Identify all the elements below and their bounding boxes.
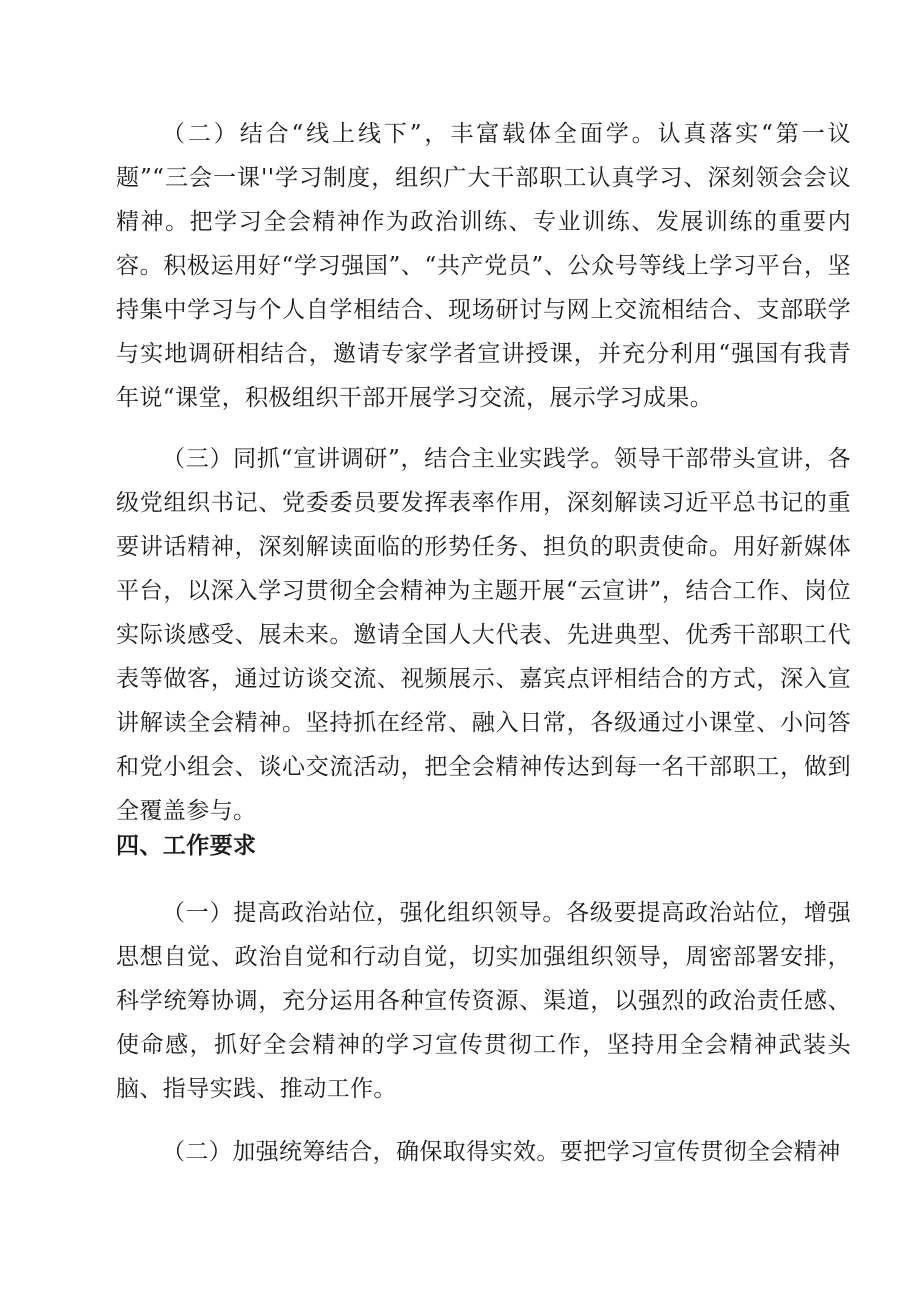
paragraph-coordination: （二）加强统筹结合，确保取得实效。要把学习宣传贯彻全会精神	[162, 1139, 841, 1165]
section-heading-work-requirements: 四、工作要求	[116, 833, 257, 859]
paragraph-propaganda-research: （三）同抓“宣讲调研”，结合主业实践学。领导干部带头宣讲，各级党组织书记、党委委员要发挥表率作用，深刻解读习近平总书记的重要讲话精神，深刻解读面临的形势任务、担负的职责使命。用好新媒体平台，以深入学习贯彻全会精神为主题开展“云宣讲”，结合工作、岗位实际谈感受、展未来。邀请全国人大代表、先进典型、优秀干部职工代表等做客，通过访谈交流、视频展示、嘉宾点评相结合的方式，深入宣讲解读全会精神。坚持抓在经常、融入日常，各级通过小课堂、小问答和党小组会、谈心交流活动，把全会精神传达到每一名干部职工，做到全覆盖参与。	[116, 446, 851, 824]
paragraph-online-offline-study: （二）结合“线上线下”，丰富载体全面学。认真落实“第一议题”“三会一课''学习制度，组织广大干部职工认真学习、深刻领会会议精神。把学习全会精神作为政治训练、专业训练、发展训练的重要内容。积极运用好“学习强国”、“共产党员”、公众号等线上学习平台，坚持集中学习与个人自学相结合、现场研讨与网上交流相结合、支部联学与实地调研相结合，邀请专家学者宣讲授课，并充分利用“强国有我青年说“课堂，积极组织干部开展学习交流，展示学习成果。	[116, 121, 851, 411]
paragraph-political-standing: （一）提高政治站位，强化组织领导。各级要提高政治站位，增强思想自觉、政治自觉和行动自觉，切实加强组织领导，周密部署安排，科学统筹协调，充分运用各种宣传资源、渠道，以强烈的政治责任感、使命感，抓好全会精神的学习宣传贯彻工作，坚持用全会精神武装头脑、指导实践、推动工作。	[116, 900, 851, 1102]
